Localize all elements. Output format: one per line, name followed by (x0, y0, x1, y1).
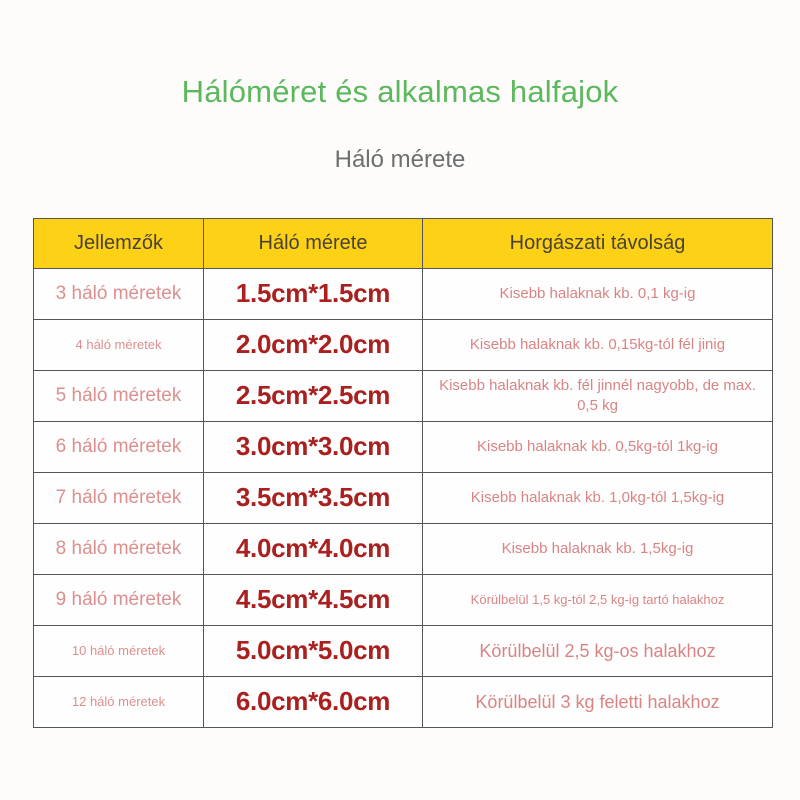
net-size-value: 4.5cm*4.5cm (235, 584, 391, 615)
cell-fishing-range (423, 524, 773, 575)
table-row (34, 473, 773, 524)
fishing-range-text: Körülbelül 1,5 kg-tól 2,5 kg-ig tartó halakhoz (470, 592, 725, 608)
fishing-range-text: Körülbelül 2,5 kg-os halakhoz (479, 640, 716, 661)
feature-label: 6 háló méretek (55, 435, 182, 457)
net-size-value: 4.0cm*4.0cm (235, 533, 391, 564)
net-size-value: 5.0cm*5.0cm (235, 635, 391, 666)
table-row (34, 371, 773, 422)
fishing-range-text: Körülbelül 3 kg feletti halakhoz (475, 691, 720, 712)
cell-net-size (204, 575, 423, 626)
cell-fishing-range (423, 473, 773, 524)
feature-label: 8 háló méretek (55, 537, 182, 559)
column-header-net-size: Háló mérete (204, 219, 423, 269)
page-title: Hálóméret és alkalmas halfajok (181, 74, 619, 109)
net-size-table (33, 218, 773, 728)
table-body (34, 269, 773, 728)
column-header-features: Jellemzők (34, 219, 204, 269)
fishing-range-text: Kisebb halaknak kb. 0,15kg-tól fél jinig (469, 335, 726, 353)
cell-fishing-range (423, 320, 773, 371)
cell-net-size (204, 473, 423, 524)
fishing-range-text: Kisebb halaknak kb. 0,1 kg-ig (499, 284, 696, 302)
fishing-range-text: Kisebb halaknak kb. 0,5kg-tól 1kg-ig (477, 437, 718, 455)
cell-net-size (204, 677, 423, 728)
cell-feature (34, 473, 204, 524)
table-row (34, 422, 773, 473)
fishing-range-text: Kisebb halaknak kb. fél jinnél nagyobb, de max. 0,5 kg (439, 376, 756, 414)
cell-net-size (204, 524, 423, 575)
cell-feature (34, 575, 204, 626)
cell-feature (34, 626, 204, 677)
net-size-value: 1.5cm*1.5cm (235, 278, 391, 309)
cell-net-size (204, 626, 423, 677)
cell-net-size (204, 320, 423, 371)
cell-net-size (204, 269, 423, 320)
cell-feature (34, 677, 204, 728)
table-row (34, 677, 773, 728)
feature-label: 4 háló méretek (75, 337, 162, 353)
feature-label: 12 háló méretek (71, 694, 166, 710)
cell-net-size (204, 371, 423, 422)
cell-net-size (204, 422, 423, 473)
feature-label: 3 háló méretek (55, 282, 182, 304)
table-row (34, 320, 773, 371)
table-row (34, 269, 773, 320)
feature-label: 7 háló méretek (55, 486, 182, 508)
cell-feature (34, 269, 204, 320)
cell-feature (34, 422, 204, 473)
feature-label: 5 háló méretek (55, 384, 182, 406)
net-size-value: 2.0cm*2.0cm (235, 329, 391, 360)
net-size-value: 2.5cm*2.5cm (235, 380, 391, 411)
column-header-fishing-range: Horgászati távolság (423, 219, 773, 269)
cell-fishing-range (423, 677, 773, 728)
feature-label: 10 háló méretek (71, 643, 166, 659)
cell-fishing-range (423, 269, 773, 320)
fishing-range-text: Kisebb halaknak kb. 1,5kg-ig (501, 539, 694, 557)
net-size-value: 3.0cm*3.0cm (235, 431, 391, 462)
fishing-range-text: Kisebb halaknak kb. 1,0kg-tól 1,5kg-ig (470, 488, 725, 506)
cell-fishing-range (423, 371, 773, 422)
net-size-value: 3.5cm*3.5cm (235, 482, 391, 513)
table-row (34, 575, 773, 626)
table-header (34, 219, 773, 269)
page-subtitle: Háló mérete (334, 146, 466, 174)
cell-fishing-range (423, 422, 773, 473)
table-row (34, 524, 773, 575)
cell-feature (34, 371, 204, 422)
net-size-table-container (33, 218, 772, 728)
net-size-value: 6.0cm*6.0cm (235, 686, 391, 717)
table-row (34, 626, 773, 677)
cell-feature (34, 320, 204, 371)
cell-feature (34, 524, 204, 575)
cell-fishing-range (423, 626, 773, 677)
feature-label: 9 háló méretek (55, 588, 182, 610)
table-header-row (34, 219, 773, 269)
cell-fishing-range (423, 575, 773, 626)
